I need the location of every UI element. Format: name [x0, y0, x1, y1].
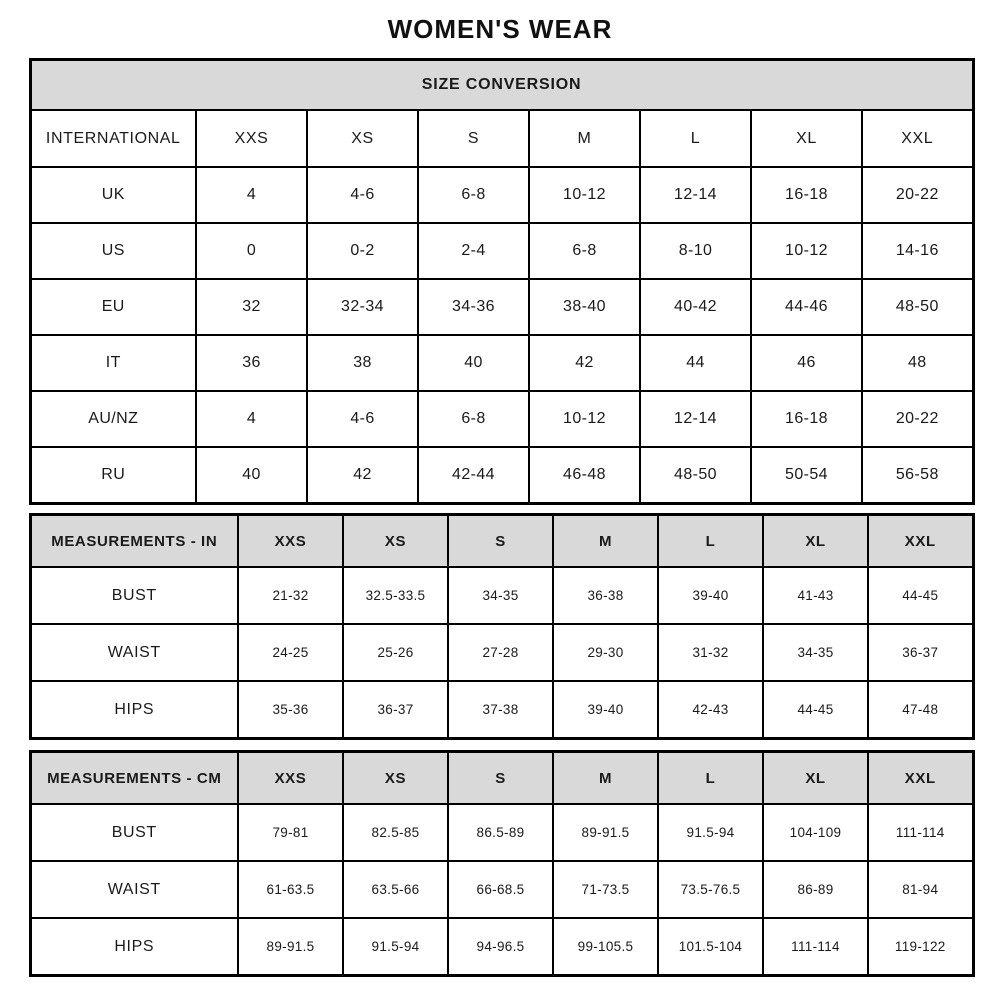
table-row [30, 624, 973, 681]
measurements-header-row [30, 515, 973, 568]
value-cell: 32.5-33.5 [343, 567, 448, 624]
table-row [30, 167, 973, 223]
table-row [30, 335, 973, 391]
value-cell: 104-109 [763, 804, 868, 861]
value-cell: 42-44 [418, 447, 529, 504]
value-cell: 56-58 [862, 447, 973, 504]
value-cell: 66-68.5 [448, 861, 553, 918]
value-cell: 24-25 [238, 624, 343, 681]
table-row [30, 223, 973, 279]
value-cell: 39-40 [553, 681, 658, 739]
value-cell: 29-30 [553, 624, 658, 681]
value-cell: 20-22 [862, 391, 973, 447]
value-cell: 14-16 [862, 223, 973, 279]
size-header-cell: M [553, 515, 658, 568]
table-title-cell: MEASUREMENTS - IN [30, 515, 238, 568]
size-header-cell: M [553, 752, 658, 805]
value-cell: 42 [307, 447, 418, 504]
size-header-cell: L [658, 752, 763, 805]
value-cell: 47-48 [868, 681, 973, 739]
size-header-cell: L [640, 110, 751, 167]
value-cell: 44 [640, 335, 751, 391]
row-label-cell: WAIST [30, 861, 238, 918]
size-header-cell: S [418, 110, 529, 167]
row-label-cell: BUST [30, 567, 238, 624]
value-cell: 91.5-94 [343, 918, 448, 976]
page-title: WOMEN'S WEAR [387, 14, 613, 44]
row-label-cell: WAIST [30, 624, 238, 681]
value-cell: 32 [196, 279, 307, 335]
value-cell: 48-50 [640, 447, 751, 504]
table-row [30, 918, 973, 976]
value-cell: 82.5-85 [343, 804, 448, 861]
size-header-cell: M [529, 110, 640, 167]
value-cell: 40-42 [640, 279, 751, 335]
value-cell: 35-36 [238, 681, 343, 739]
value-cell: 101.5-104 [658, 918, 763, 976]
value-cell: 36-37 [868, 624, 973, 681]
value-cell: 111-114 [868, 804, 973, 861]
value-cell: 6-8 [529, 223, 640, 279]
table-row [30, 681, 973, 739]
value-cell: 50-54 [751, 447, 862, 504]
value-cell: 10-12 [529, 167, 640, 223]
row-label-cell: BUST [30, 804, 238, 861]
size-header-cell: XL [751, 110, 862, 167]
value-cell: 111-114 [763, 918, 868, 976]
value-cell: 10-12 [751, 223, 862, 279]
value-cell: 119-122 [868, 918, 973, 976]
value-cell: 38-40 [529, 279, 640, 335]
table-row [30, 279, 973, 335]
value-cell: 61-63.5 [238, 861, 343, 918]
size-header-cell: XXL [868, 752, 973, 805]
value-cell: 71-73.5 [553, 861, 658, 918]
value-cell: 39-40 [658, 567, 763, 624]
value-cell: 16-18 [751, 167, 862, 223]
value-cell: 4-6 [307, 391, 418, 447]
value-cell: 31-32 [658, 624, 763, 681]
value-cell: 46 [751, 335, 862, 391]
value-cell: 32-34 [307, 279, 418, 335]
value-cell: 48-50 [862, 279, 973, 335]
row-label-cell: RU [30, 447, 196, 504]
value-cell: 89-91.5 [553, 804, 658, 861]
size-header-cell: XXL [862, 110, 973, 167]
value-cell: 42-43 [658, 681, 763, 739]
value-cell: 86-89 [763, 861, 868, 918]
value-cell: 4 [196, 167, 307, 223]
value-cell: 27-28 [448, 624, 553, 681]
size-header-cell: L [658, 515, 763, 568]
size-header-cell: S [448, 752, 553, 805]
value-cell: 40 [196, 447, 307, 504]
row-label-cell: HIPS [30, 681, 238, 739]
value-cell: 36-38 [553, 567, 658, 624]
table-title-cell: MEASUREMENTS - CM [30, 752, 238, 805]
size-header-cell: XS [343, 515, 448, 568]
value-cell: 16-18 [751, 391, 862, 447]
value-cell: 4 [196, 391, 307, 447]
size-header-cell: XS [307, 110, 418, 167]
table-title-cell: SIZE CONVERSION [30, 60, 973, 111]
value-cell: 73.5-76.5 [658, 861, 763, 918]
value-cell: 21-32 [238, 567, 343, 624]
value-cell: 38 [307, 335, 418, 391]
value-cell: 37-38 [448, 681, 553, 739]
measurements-header-row [30, 752, 973, 805]
value-cell: 46-48 [529, 447, 640, 504]
value-cell: 34-35 [763, 624, 868, 681]
value-cell: 42 [529, 335, 640, 391]
value-cell: 4-6 [307, 167, 418, 223]
value-cell: 34-35 [448, 567, 553, 624]
size-header-cell: XS [343, 752, 448, 805]
value-cell: 63.5-66 [343, 861, 448, 918]
value-cell: 48 [862, 335, 973, 391]
size-header-cell: XL [763, 752, 868, 805]
row-label-cell: AU/NZ [30, 391, 196, 447]
value-cell: 89-91.5 [238, 918, 343, 976]
size-header-cell: XXS [238, 752, 343, 805]
value-cell: 41-43 [763, 567, 868, 624]
size-conversion-table [29, 58, 975, 505]
value-cell: 99-105.5 [553, 918, 658, 976]
value-cell: 10-12 [529, 391, 640, 447]
value-cell: 25-26 [343, 624, 448, 681]
row-label-cell: HIPS [30, 918, 238, 976]
value-cell: 94-96.5 [448, 918, 553, 976]
value-cell: 6-8 [418, 167, 529, 223]
measurements-cm-table [29, 750, 975, 977]
value-cell: 79-81 [238, 804, 343, 861]
size-header-cell: S [448, 515, 553, 568]
corner-label-cell: INTERNATIONAL [30, 110, 196, 167]
row-label-cell: US [30, 223, 196, 279]
value-cell: 34-36 [418, 279, 529, 335]
value-cell: 8-10 [640, 223, 751, 279]
row-label-cell: EU [30, 279, 196, 335]
value-cell: 0-2 [307, 223, 418, 279]
value-cell: 86.5-89 [448, 804, 553, 861]
value-cell: 91.5-94 [658, 804, 763, 861]
size-header-cell: XXL [868, 515, 973, 568]
value-cell: 81-94 [868, 861, 973, 918]
value-cell: 20-22 [862, 167, 973, 223]
table-row [30, 804, 973, 861]
table-row [30, 567, 973, 624]
value-cell: 36 [196, 335, 307, 391]
value-cell: 44-46 [751, 279, 862, 335]
value-cell: 44-45 [763, 681, 868, 739]
size-header-cell: XXS [196, 110, 307, 167]
table-row [30, 861, 973, 918]
size-header-row [30, 110, 973, 167]
size-header-cell: XXS [238, 515, 343, 568]
value-cell: 12-14 [640, 391, 751, 447]
row-label-cell: UK [30, 167, 196, 223]
measurements-in-table [29, 513, 975, 740]
value-cell: 40 [418, 335, 529, 391]
value-cell: 36-37 [343, 681, 448, 739]
size-chart-sheet [29, 0, 972, 977]
size-header-cell: XL [763, 515, 868, 568]
value-cell: 0 [196, 223, 307, 279]
table-row [30, 391, 973, 447]
table-row [30, 447, 973, 504]
value-cell: 2-4 [418, 223, 529, 279]
value-cell: 44-45 [868, 567, 973, 624]
row-label-cell: IT [30, 335, 196, 391]
value-cell: 12-14 [640, 167, 751, 223]
value-cell: 6-8 [418, 391, 529, 447]
